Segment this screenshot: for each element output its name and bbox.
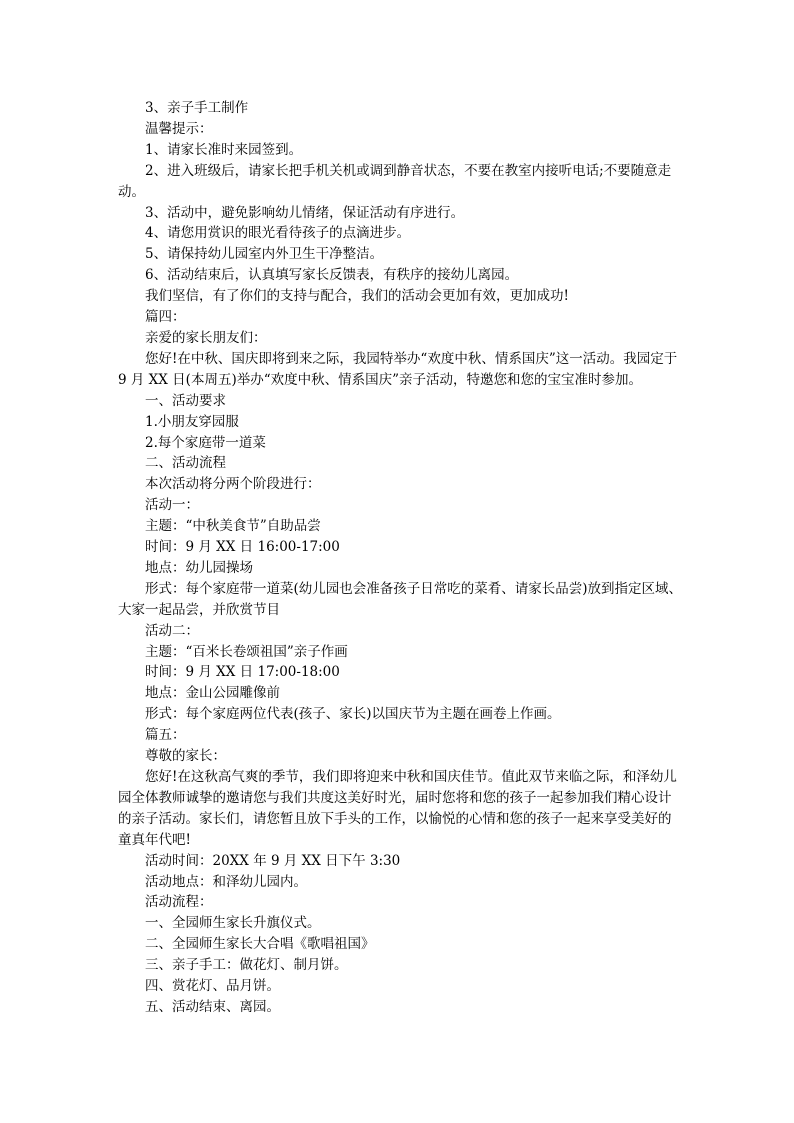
paragraph: 主题：“百米长卷颂祖国”亲子作画 — [145, 643, 348, 660]
paragraph: 二、活动流程 — [145, 455, 226, 472]
paragraph: 尊敬的家长： — [145, 748, 226, 765]
paragraph: 1、请家长准时来园签到。 — [145, 141, 303, 158]
paragraph: 地点：金山公园雕像前 — [145, 685, 280, 702]
paragraph: 篇五： — [145, 727, 186, 744]
paragraph: 时间：9 月 XX 日 16:00-17:00 — [145, 539, 340, 556]
paragraph: 我们坚信，有了你们的支持与配合，我们的活动会更加有效，更加成功! — [145, 288, 569, 305]
paragraph: 5、请保持幼儿园室内外卫生干净整洁。 — [145, 246, 384, 263]
paragraph: 形式：每个家庭带一道菜(幼儿园也会准备孩子日常吃的菜肴、请家长品尝)放到指定区域、大家一起品尝，并欣赏节目 — [118, 580, 683, 618]
paragraph: 1.小朋友穿园服 — [145, 413, 239, 430]
paragraph: 一、全园师生家长升旗仪式。 — [145, 915, 321, 932]
paragraph: 四、赏花灯、品月饼。 — [145, 978, 280, 995]
paragraph: 3、活动中，避免影响幼儿情绪，保证活动有序进行。 — [145, 204, 465, 221]
paragraph: 时间：9 月 XX 日 17:00-18:00 — [145, 664, 340, 681]
paragraph: 亲爱的家长朋友们： — [145, 329, 267, 346]
paragraph: 活动二： — [145, 622, 199, 639]
paragraph: 3、亲子手工制作 — [145, 100, 249, 116]
paragraph: 温馨提示： — [145, 120, 213, 137]
paragraph: 五、活动结束、离园。 — [145, 998, 280, 1015]
paragraph: 一、活动要求 — [145, 392, 226, 409]
paragraph: 三、亲子手工：做花灯、制月饼。 — [145, 957, 348, 974]
paragraph: 篇四： — [145, 309, 186, 326]
document-body — [118, 98, 684, 1018]
paragraph: 4、请您用赏识的眼光看待孩子的点滴进步。 — [145, 225, 411, 242]
paragraph: 本次活动将分两个阶段进行： — [145, 476, 321, 493]
paragraph: 主题：“中秋美食节”自助品尝 — [145, 518, 321, 535]
paragraph: 6、活动结束后，认真填写家长反馈表，有秩序的接幼儿离园。 — [145, 267, 519, 284]
paragraph: 您好!在这秋高气爽的季节，我们即将迎来中秋和国庆佳节。值此双节来临之际，和泽幼儿园全体教师诚挚的邀请您与我们共度这美好时光，届时您将和您的孩子一起参加我们精心设计的亲子活动。家长们，请您暂且放下手头的工作，以愉悦的心情和您的孩子一起来享受美好的童真年代吧! — [118, 769, 677, 848]
paragraph: 活动时间：20XX 年 9 月 XX 日下午 3:30 — [145, 852, 401, 869]
paragraph: 活动流程： — [145, 894, 213, 911]
paragraph: 2、进入班级后，请家长把手机关机或调到静音状态，不要在教室内接听电话;不要随意走动。 — [118, 162, 672, 200]
paragraph: 您好!在中秋、国庆即将到来之际，我园特举办“欢度中秋、情系国庆”这一活动。我园定于 9 月 XX 日(本周五)举办“欢度中秋、情系国庆”亲子活动，特邀您和您的宝宝准时参加。 — [118, 350, 678, 388]
paragraph: 活动一： — [145, 497, 199, 514]
paragraph: 2.每个家庭带一道菜 — [145, 434, 266, 451]
paragraph: 形式：每个家庭两位代表(孩子、家长)以国庆节为主题在画卷上作画。 — [145, 706, 561, 723]
paragraph: 二、全园师生家长大合唱《歌唱祖国》 — [145, 936, 375, 953]
paragraph: 地点：幼儿园操场 — [145, 559, 253, 576]
paragraph: 活动地点：和泽幼儿园内。 — [145, 873, 307, 890]
